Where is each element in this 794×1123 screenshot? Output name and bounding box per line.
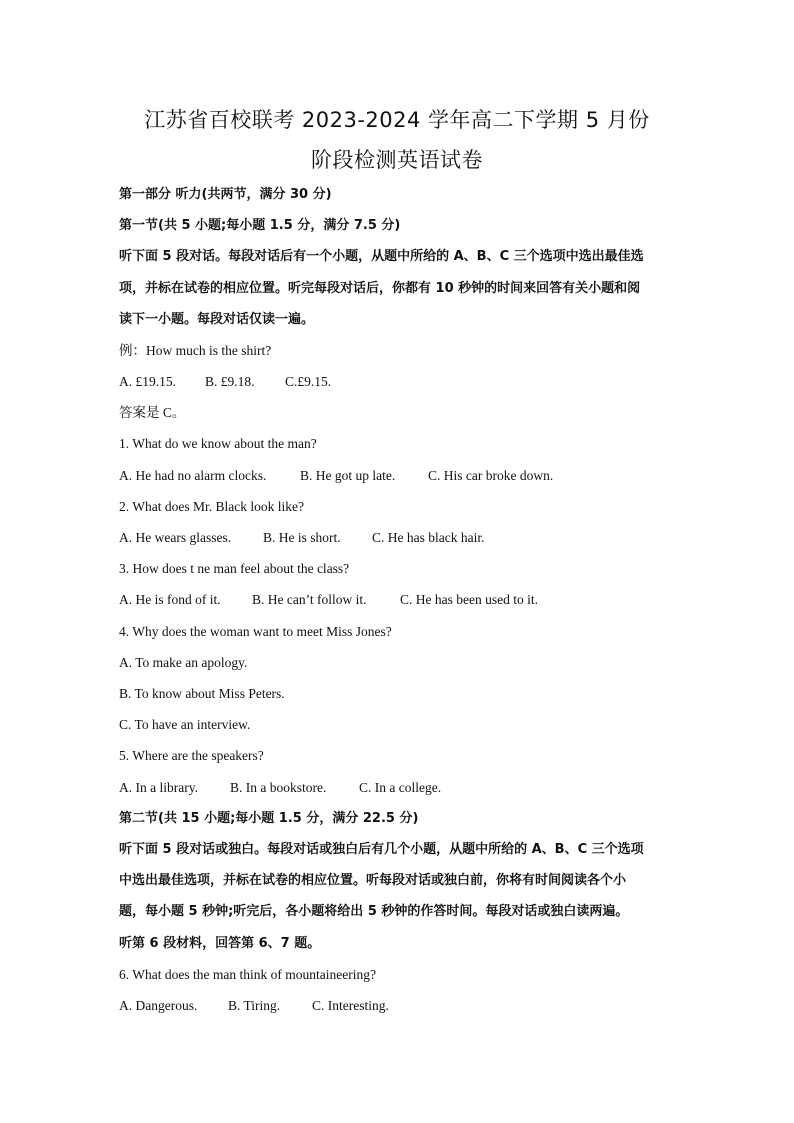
question-3: 3. How does t ne man feel about the class? — [119, 561, 350, 576]
question-1-options — [119, 467, 679, 485]
question-4: 4. Why does the woman want to meet Miss Jones? — [119, 624, 392, 639]
question-5-option-a: A. In a library. — [119, 780, 198, 795]
question-6: 6. What does the man think of mountaineering? — [119, 967, 376, 982]
section1-instruction-line-2: 项，并标在试卷的相应位置。听完每段对话后，你都有 10 秒钟的时间来回答有关小题和阅 — [119, 281, 641, 296]
question-5: 5. Where are the speakers? — [119, 748, 264, 763]
question-6-options — [119, 997, 679, 1015]
question-2-options — [119, 529, 679, 547]
example-question: 例：How much is the shirt? — [119, 343, 272, 358]
example-options — [119, 373, 679, 391]
section1-heading: 第一节(共 5 小题;每小题 1.5 分，满分 7.5 分) — [119, 218, 401, 233]
section2-instruction-line-3: 题，每小题 5 秒钟;听完后，各小题将给出 5 秒钟的作答时间。每段对话或独白读两遍。 — [119, 904, 629, 919]
question-5-option-b: B. In a bookstore. — [230, 780, 327, 795]
exam-title-line-2: 阶段检测英语试卷 — [311, 148, 483, 172]
question-2: 2. What does Mr. Black look like? — [119, 499, 304, 514]
question-2-option-a: A. He wears glasses. — [119, 530, 232, 545]
section2-instruction-line-2: 中选出最佳选项，并标在试卷的相应位置。听每段对话或独白前，你将有时间阅读各个小 — [119, 873, 627, 888]
question-3-option-b: B. He can’t follow it. — [252, 592, 367, 607]
part1-heading: 第一部分 听力(共两节，满分 30 分) — [119, 187, 332, 202]
section2-instruction-line-1: 听下面 5 段对话或独白。每段对话或独白后有几个小题，从题中所给的 A、B、C 三个选项 — [119, 842, 644, 857]
question-5-options — [119, 779, 679, 797]
question-4-option-c: C. To have an interview. — [119, 717, 251, 732]
question-1-option-c: C. His car broke down. — [428, 468, 554, 483]
example-option-b: B. £9.18. — [205, 374, 255, 389]
exam-title-line-1: 江苏省百校联考 2023-2024 学年高二下学期 5 月份 — [144, 108, 650, 132]
example-option-c: C.£9.15. — [285, 374, 332, 389]
question-4-option-b: B. To know about Miss Peters. — [119, 686, 285, 701]
question-6-option-a: A. Dangerous. — [119, 998, 198, 1013]
question-5-option-c: C. In a college. — [359, 780, 442, 795]
section1-instruction-line-3: 读下一小题。每段对话仅读一遍。 — [119, 312, 315, 327]
material-6-note: 听第 6 段材料，回答第 6、7 题。 — [119, 936, 321, 951]
example-answer: 答案是 C。 — [119, 405, 186, 420]
question-3-option-c: C. He has been used to it. — [400, 592, 538, 607]
example-option-a: A. £19.15. — [119, 374, 176, 389]
question-2-option-b: B. He is short. — [263, 530, 341, 545]
question-6-option-c: C. Interesting. — [312, 998, 389, 1013]
question-3-options — [119, 591, 679, 609]
question-2-option-c: C. He has black hair. — [372, 530, 485, 545]
question-1-option-a: A. He had no alarm clocks. — [119, 468, 267, 483]
question-1-option-b: B. He got up late. — [300, 468, 396, 483]
question-4-option-a: A. To make an apology. — [119, 655, 248, 670]
section2-heading: 第二节(共 15 小题;每小题 1.5 分，满分 22.5 分) — [119, 811, 419, 826]
question-6-option-b: B. Tiring. — [228, 998, 281, 1013]
section1-instruction-line-1: 听下面 5 段对话。每段对话后有一个小题，从题中所给的 A、B、C 三个选项中选出最佳选 — [119, 249, 644, 264]
question-1: 1. What do we know about the man? — [119, 436, 317, 451]
question-3-option-a: A. He is fond of it. — [119, 592, 221, 607]
